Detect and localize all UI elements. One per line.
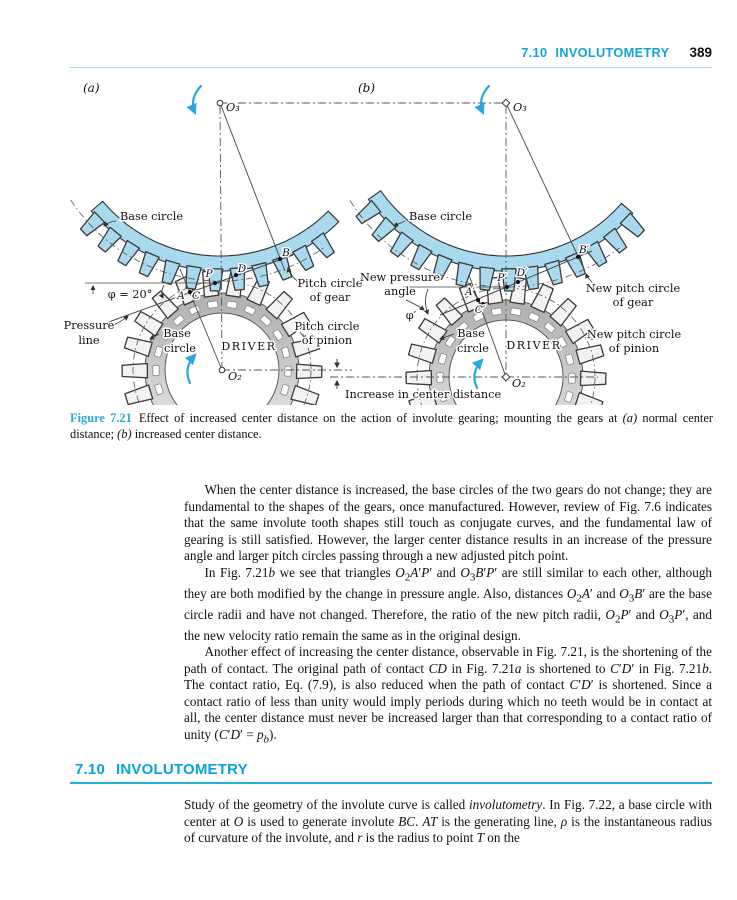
paragraph-1: When the center distance is increased, the base circles of the two gears do not change; they are fundamental to the shapes of the gears, once manufactured. However, review of Fig. 7.6 indicates that the same involute tooth shapes still touch as conjugate curves, and the fundamental law of gearing is still satisfied. However, the larger center distance results in an increase of the pressure angle and larger pitch circles passing through a new adjusted pitch point. bbox=[184, 482, 712, 563]
label-pressure-line-a2: line bbox=[78, 334, 100, 347]
label-pitch-circle-pinion-a2: of pinion bbox=[301, 334, 353, 347]
label-driver-b: DRIVER bbox=[506, 339, 562, 352]
label-o2-a: O₂ bbox=[228, 370, 242, 383]
label-increase-center-distance: Increase in center distance bbox=[345, 388, 502, 401]
label-pitch-circle-pinion-a: Pitch circle bbox=[294, 320, 360, 333]
label-pitch-circle-gear-a: Pitch circle bbox=[297, 277, 363, 290]
label-phi-prime-b: φ′ bbox=[405, 309, 417, 322]
label-new-pitch-circle-pinion-b2: of pinion bbox=[608, 342, 660, 355]
label-base-circle-pinion-a: Base bbox=[163, 327, 191, 340]
label-new-pitch-circle-pinion-b: New pitch circle bbox=[586, 328, 682, 341]
header-section-ref bbox=[521, 45, 669, 60]
figure-caption-text: Effect of increased center distance on the action of involute gearing; mounting the gears at (a) normal center distance; (b) increased center distance. bbox=[70, 411, 713, 441]
body-text-block-2 bbox=[184, 797, 712, 847]
panel-b-tag: (b) bbox=[358, 81, 376, 95]
rotation-arrow-pinion-a bbox=[187, 355, 195, 383]
point-d-prime: D′ bbox=[516, 267, 528, 279]
label-new-pitch-circle-gear-b2: of gear bbox=[612, 296, 654, 309]
point-b: B bbox=[282, 247, 290, 259]
point-b-prime: B′ bbox=[578, 244, 590, 256]
paragraph-3: Another effect of increasing the center distance, observable in Fig. 7.21, is the shortening of the path of contact. The original path of contact CD in Fig. 7.21a is shortened to C′D′ in Fig. 7.21b. The contact ratio, Eq. (7.9), is also reduced when the path of contact C′D′ is shortened. Since a contact ratio of less than unity would imply periods during which no teeth would be in contact at all, the center distance must never be increased larger than that corresponding to a contact ratio of unity $(C'D' = p_b)$. bbox=[184, 644, 713, 746]
figure-drawing bbox=[64, 81, 682, 405]
running-header bbox=[70, 0, 712, 68]
rotation-arrow-gear-b bbox=[481, 86, 489, 113]
label-o3-b: O₃ bbox=[513, 101, 527, 114]
panel-a-tag: (a) bbox=[83, 81, 100, 95]
label-pressure-line-a: Pressure bbox=[63, 319, 115, 332]
page-number: 389 bbox=[689, 45, 712, 60]
paragraph-4: Study of the geometry of the involute curve is called involutometry. In Fig. 7.22, a base circle with center at O is used to generate involute BC. AT is the generating line, ρ is the instantaneous radius of curvature of the involute, and r is the radius to point T on the bbox=[184, 797, 713, 845]
point-c: C bbox=[191, 290, 201, 302]
section-heading-title: INVOLUTOMETRY bbox=[116, 761, 248, 778]
paragraph-2: In Fig. 7.21b we see that triangles $O_2A'P'$ and $O_3B'P'$ are still similar to each other, although they are both modified by the change in pressure angle. Also, distances $O_2A'$ and $O_3B'$ are the base circle radii and have not changed. Therefore, the ratio of the new pitch radii, $O_2P'$ and $O_3P'$, and the new velocity ratio remain the same as in the original design. bbox=[184, 564, 713, 643]
label-base-circle-gear-a: Base circle bbox=[120, 210, 184, 223]
point-p: P bbox=[205, 268, 213, 280]
point-p-prime: P′ bbox=[497, 272, 507, 284]
point-a: A bbox=[177, 290, 185, 302]
point-a-prime: A′ bbox=[465, 286, 475, 298]
figure-7-21-diagram bbox=[0, 80, 737, 405]
label-pressure-angle-a: φ = 20° bbox=[107, 288, 153, 301]
label-new-pressure-angle-b: New pressure bbox=[359, 271, 441, 284]
label-new-pitch-circle-gear-b: New pitch circle bbox=[585, 282, 681, 295]
rotation-arrow-pinion-b bbox=[474, 360, 482, 388]
label-base-circle-gear-b: Base circle bbox=[409, 210, 473, 223]
point-c-prime: C′ bbox=[474, 304, 486, 316]
label-o3-a: O₃ bbox=[226, 101, 240, 114]
label-o2-b: O₂ bbox=[512, 377, 526, 390]
label-driver-a: DRIVER bbox=[221, 340, 277, 353]
point-d: D bbox=[237, 263, 247, 275]
label-new-pressure-angle-b2: angle bbox=[384, 285, 416, 298]
section-heading bbox=[70, 761, 712, 784]
label-base-circle-pinion-b2: circle bbox=[457, 342, 489, 355]
label-pitch-circle-gear-a2: of gear bbox=[309, 291, 351, 304]
label-base-circle-pinion-a2: circle bbox=[164, 342, 196, 355]
header-section-title: INVOLUTOMETRY bbox=[555, 45, 670, 60]
rotation-arrow-gear-a bbox=[193, 86, 201, 113]
header-section-number: 7.10 bbox=[521, 45, 548, 60]
label-base-circle-pinion-b: Base bbox=[457, 327, 485, 340]
body-text-block bbox=[184, 482, 712, 748]
figure-caption bbox=[70, 411, 713, 443]
section-heading-number: 7.10 bbox=[75, 761, 105, 778]
figure-caption-label: Figure 7.21 bbox=[70, 411, 132, 425]
